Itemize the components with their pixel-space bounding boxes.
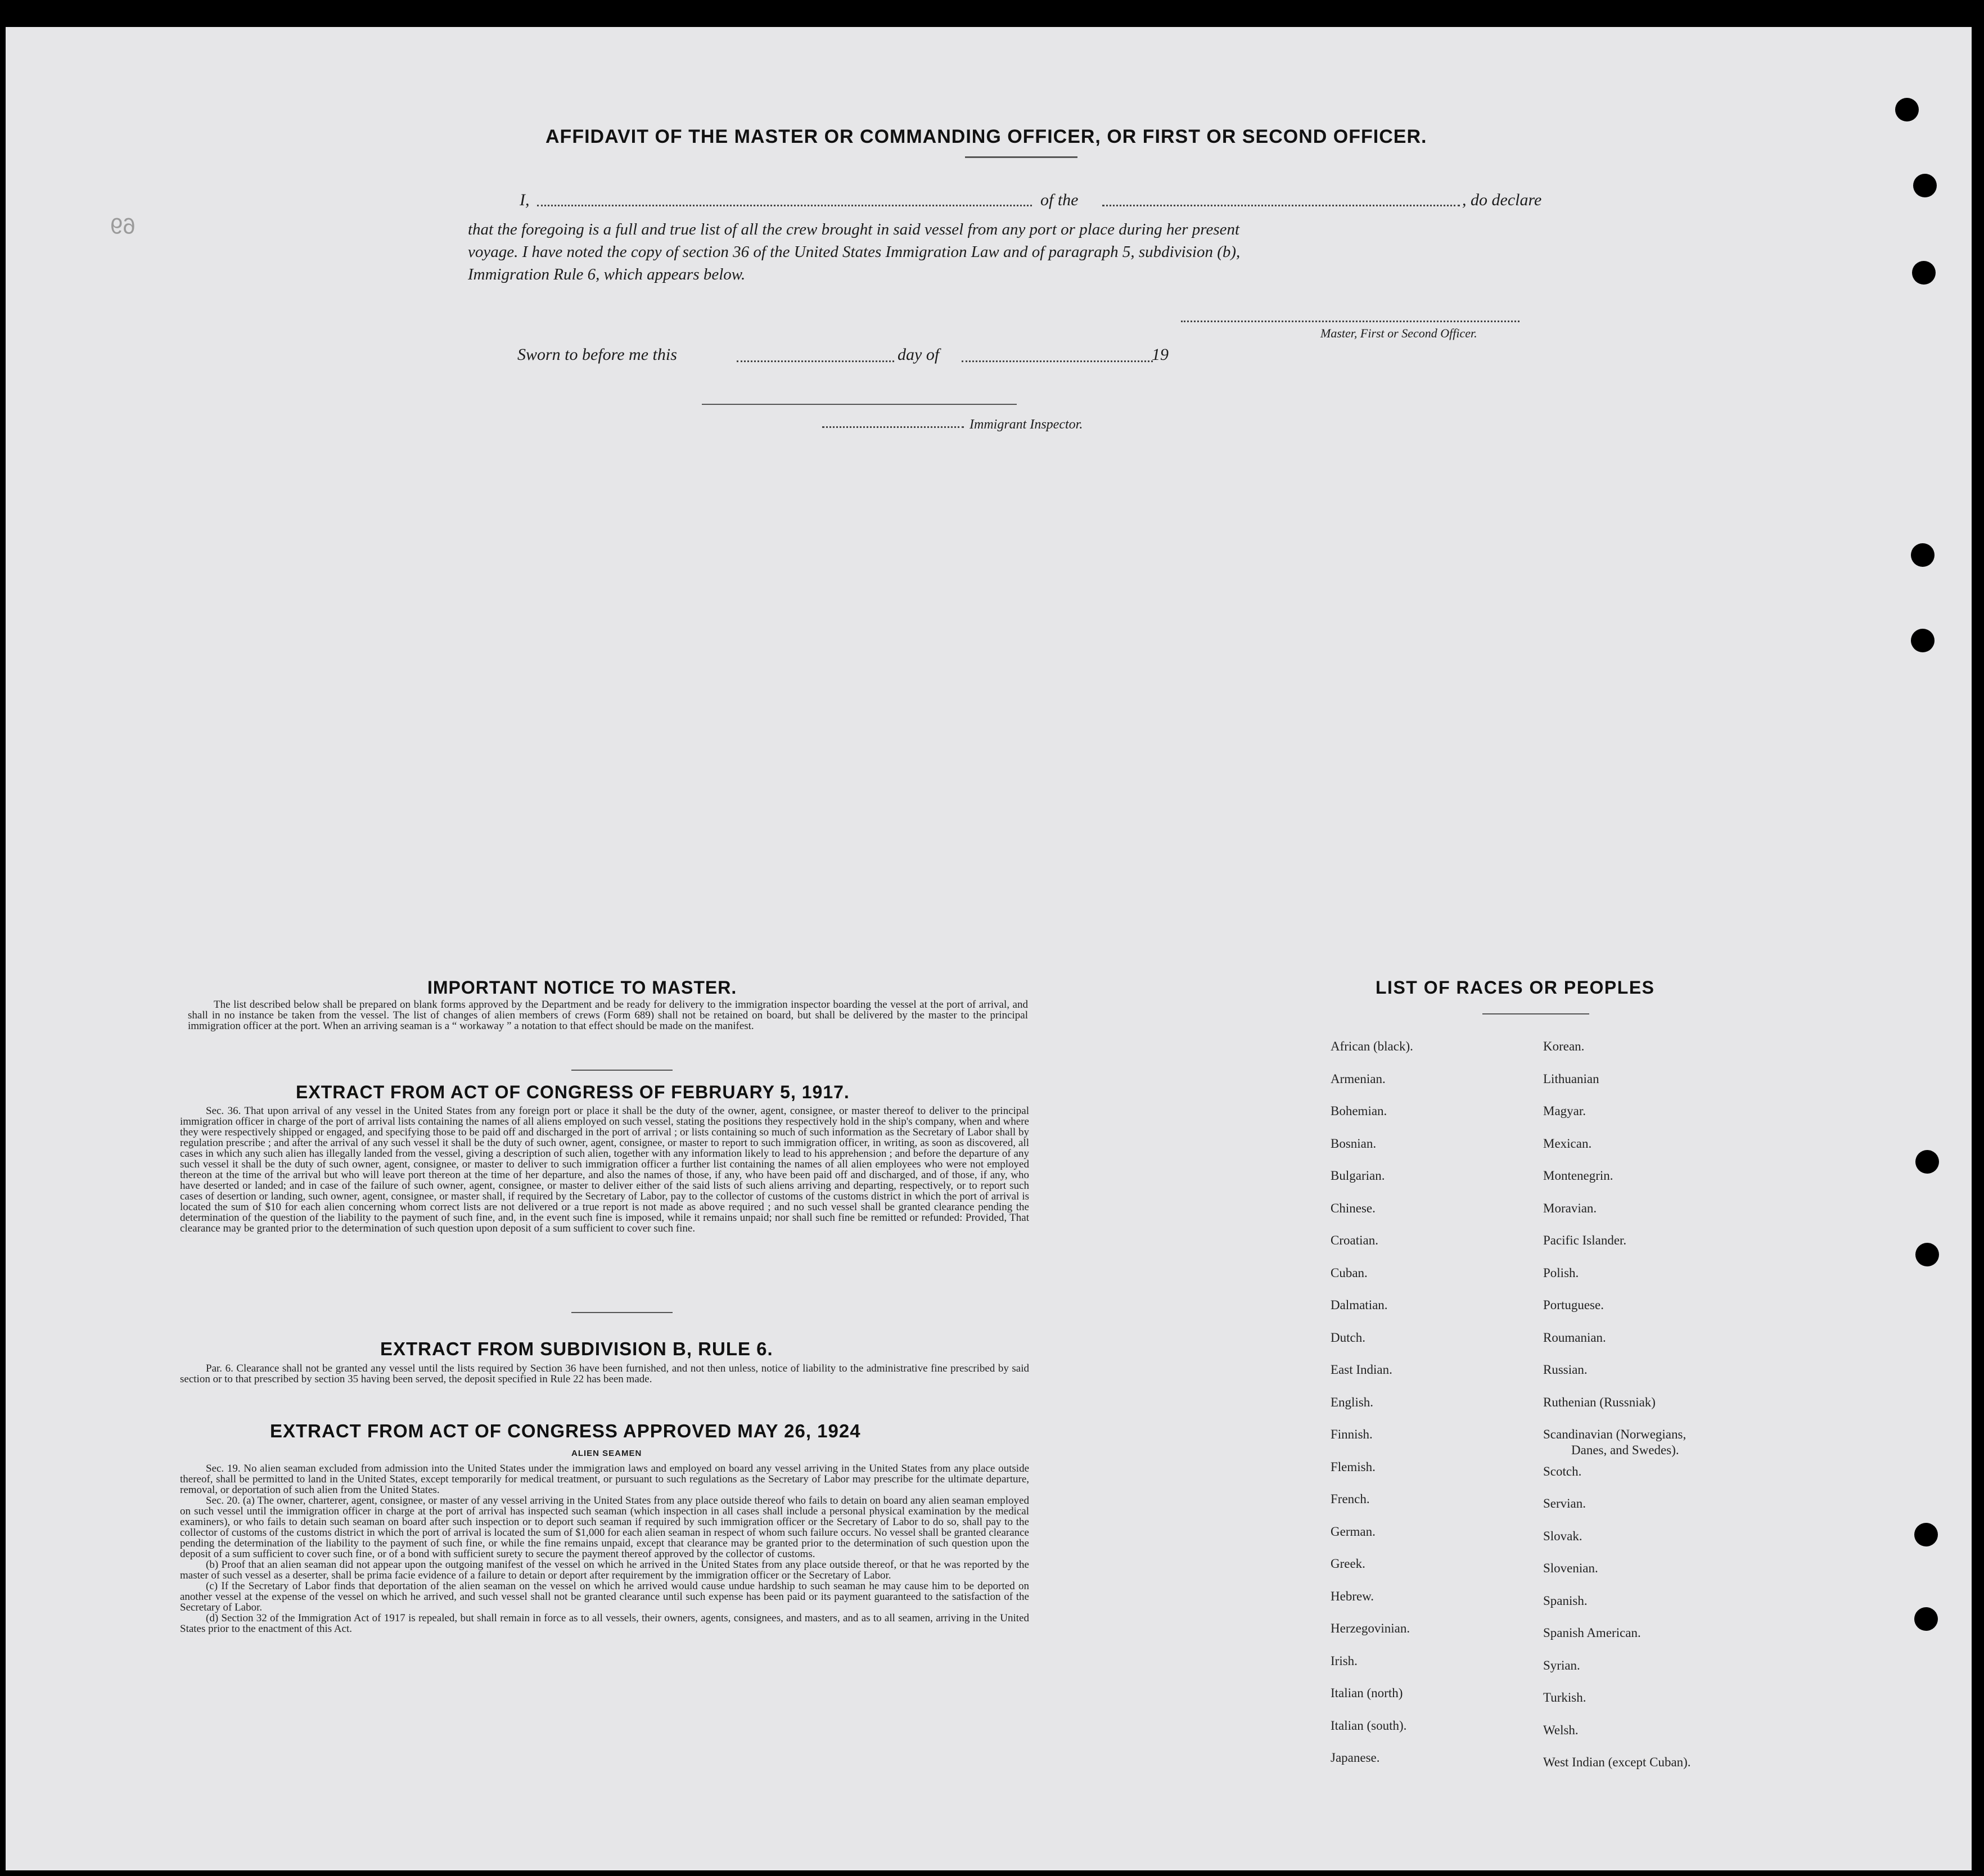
race-item: Dutch.: [1331, 1330, 1365, 1345]
sec19-paragraph: Sec. 19. No alien seaman excluded from admission into the United States under the immigration laws and employed on board any vessel arriving in the United States from any place outside thereof, shall be permitted to land in the United States, except temporarily for medical treatment, or pursuant to such regulations as the Secretary of Labor may prescribe for the ultimate departure, removal, or deportation of such alien from the United States.: [180, 1463, 1029, 1496]
race-item: Korean.: [1543, 1039, 1585, 1053]
race-item: Roumanian.: [1543, 1330, 1606, 1345]
race-item: Lithuanian: [1543, 1071, 1599, 1086]
race-item: Greek.: [1331, 1557, 1365, 1571]
inspector-name-line: [822, 426, 964, 428]
race-item: French.: [1331, 1492, 1370, 1506]
rule6-paragraph: Par. 6. Clearance shall not be granted any vessel until the lists required by Section 36 have been furnished, and not then unless, notice of liability to the administrative fine prescribed by said section or to that prescribed by section 35 having been served, the deposit specified in Rule 22 has been made.: [180, 1363, 1029, 1385]
vessel-blank: [1102, 205, 1460, 206]
notice-text: [188, 999, 1028, 1031]
sworn-year: 19: [1152, 345, 1169, 364]
race-item: Croatian.: [1331, 1233, 1378, 1247]
race-item: Cuban.: [1331, 1265, 1368, 1280]
rule6-text: [180, 1363, 1029, 1385]
affidavit-body-line: voyage. I have noted the copy of section 36 of the United States Immigration Law and of paragraph 5, subdivision (b),: [468, 243, 1241, 261]
punch-hole: [1911, 629, 1935, 652]
race-item: Bosnian.: [1331, 1136, 1377, 1151]
race-item: Scotch.: [1543, 1464, 1582, 1478]
signature-label: Master, First or Second Officer.: [1320, 326, 1477, 340]
race-item: Slovak.: [1543, 1528, 1582, 1543]
sec20a-paragraph: Sec. 20. (a) The owner, charterer, agent, consignee, or master of any vessel arriving in the United States from any place outside thereof who fails to detain on board any alien seaman employed on such vessel until the immigration officer in charge at the port of arrival has inspected such seaman (which inspection in all cases shall include a personal physical examination by the medical examiners), or who fails to detain such seaman on board after such inspection or to deport such seaman if required by such immigration officer or the Secretary of Labor to do so, shall pay to the collector of customs of the customs district in which the port of arrival is located the sum of $1,000 for each alien seaman in respect of whom such failure occurs. No vessel shall be granted clearance pending the determination of the liability to the payment of such fine, or while the fine remains unpaid, except that clearance may be granted prior to the determination of such question upon the deposit of a sum sufficient to cover such fine, or of a bond with sufficient surety to secure the payment thereof approved by the collector of customs.: [180, 1495, 1029, 1560]
month-blank: [962, 360, 1153, 362]
race-item: Magyar.: [1543, 1104, 1586, 1118]
sec20c-paragraph: (c) If the Secretary of Labor finds that deportation of the alien seaman on the vessel on which he arrived would cause undue hardship to such seaman he may cause him to be deported on another vessel at the expense of the vessel on which he arrived, and such vessel shall not be granted clearance until such expense has been paid or its payment guaranteed to the satisfaction of the Secretary of Labor.: [180, 1580, 1029, 1613]
race-item: Italian (south).: [1331, 1718, 1407, 1733]
declare-i: I,: [520, 191, 530, 209]
punch-hole: [1911, 543, 1935, 567]
race-item: Turkish.: [1543, 1690, 1586, 1704]
sec20b-paragraph: (b) Proof that an alien seaman did not appear upon the outgoing manifest of the vessel on which he arrived in the United States from any place outside thereof, or that he was reported by the master of such vessel as a deserter, shall be prima facie evidence of a failure to detain or deport after requirement by the immigration officer or the Secretary of Labor.: [180, 1559, 1029, 1581]
race-item: African (black).: [1331, 1039, 1413, 1053]
race-item: Irish.: [1331, 1653, 1358, 1668]
punch-hole: [1895, 98, 1919, 121]
race-item: Ruthenian (Russniak): [1543, 1395, 1656, 1409]
sworn-day-of: day of: [898, 345, 940, 364]
race-item: Polish.: [1543, 1265, 1579, 1280]
race-item: Moravian.: [1543, 1201, 1597, 1215]
punch-hole: [1913, 174, 1937, 197]
title-underline: [965, 156, 1077, 158]
rule6-title: EXTRACT FROM SUBDIVISION B, RULE 6.: [380, 1338, 773, 1359]
race-item: Hebrew.: [1331, 1589, 1374, 1603]
extract-1924-text: [180, 1463, 1029, 1634]
inspector-signature-line: [702, 404, 1017, 405]
extract-1917-paragraph: Sec. 36. That upon arrival of any vessel in the United States from any foreign port or place it shall be the duty of the owner, agent, consignee, or master thereof to deliver to the principal immigration officer in charge of the port of arrival lists containing the names of all aliens employed on such vessel, stating the positions they respectively hold in the ship's company, when and where they were respectively shipped or engaged, and specifying those to be paid off and discharged in the port of arrival ; or lists containing so much of such information as the Secretary of Labor shall by regulation prescribe ; and after the arrival of any such vessel it shall be the duty of such owner, agent, consignee, or master to report to such immigration officer, in writing, as soon as discovered, all cases in which any such alien has illegally landed from the vessel, giving a description of such alien, together with any information likely to lead to his apprehension ; and before the departure of any such vessel it shall be the duty of such owner, agent, consignee, or master to deliver to such immigration officer a further list containing the names of all alien employees who were not employed thereon at the time of the arrival but who will leave port thereon at the time of her departure, and also the names of those, if any, who have been paid off and discharged, and of those, if any, who have deserted or landed; and in case of the failure of such owner, agent, consignee, or master to deliver either of the said lists of such aliens arriving and departing, respectively, or to report such cases of desertion or landing, such owner, agent, consignee, or master shall, if required by the Secretary of Labor, pay to the collector of customs of the customs district in which the port of arrival is located the sum of $10 for each alien concerning whom correct lists are not delivered or a true report is not made as above required ; and no such vessel shall be granted clearance pending the determination of the question of the liability to the payment of such fine, and, in the event such fine is imposed, while it remains unpaid; nor shall such fine be remitted or refunded: Provided, That clearance may be granted prior to the determination of such question upon deposit of a sum sufficient to cover such fine.: [180, 1105, 1029, 1234]
declare-of-the: of the: [1040, 191, 1079, 209]
day-blank: [737, 360, 894, 362]
name-blank: [537, 205, 1032, 206]
punch-hole: [1915, 1150, 1939, 1174]
race-item: Chinese.: [1331, 1201, 1376, 1215]
race-item: Herzegovinian.: [1331, 1621, 1410, 1635]
race-item: Spanish.: [1543, 1593, 1588, 1608]
race-item: West Indian (except Cuban).: [1543, 1755, 1691, 1769]
document-page: [6, 27, 1972, 1870]
race-item: Spanish American.: [1543, 1626, 1641, 1640]
race-item: Mexican.: [1543, 1136, 1592, 1151]
section-divider: [571, 1312, 673, 1313]
sworn-prefix: Sworn to before me this: [517, 345, 677, 364]
race-item: Dalmatian.: [1331, 1298, 1388, 1312]
races-title-underline: [1482, 1013, 1589, 1014]
notice-title: IMPORTANT NOTICE TO MASTER.: [427, 977, 737, 998]
signature-line: [1181, 321, 1519, 322]
sec20d-paragraph: (d) Section 32 of the Immigration Act of 1917 is repealed, but shall remain in force as to all vessels, their owners, agents, consignees, and masters, and as to all seamen, arriving in the United States prior to the enactment of this Act.: [180, 1612, 1029, 1635]
race-item: Pacific Islander.: [1543, 1233, 1627, 1247]
race-item: Bulgarian.: [1331, 1169, 1385, 1183]
race-item: English.: [1331, 1395, 1374, 1409]
punch-hole: [1915, 1243, 1939, 1266]
extract-1924-subtitle: ALIEN SEAMEN: [571, 1449, 642, 1458]
race-item: Servian.: [1543, 1496, 1586, 1510]
extract-1917-text: [180, 1106, 1029, 1234]
section-divider: [571, 1070, 673, 1071]
race-item: Armenian.: [1331, 1071, 1386, 1086]
race-item: Bohemian.: [1331, 1104, 1387, 1118]
race-item: Welsh.: [1543, 1722, 1579, 1737]
affidavit-body-line: Immigration Rule 6, which appears below.: [468, 265, 746, 283]
punch-hole: [1914, 1523, 1938, 1546]
race-item: Italian (north): [1331, 1686, 1403, 1700]
race-item: Slovenian.: [1543, 1561, 1598, 1575]
race-item: Danes, and Swedes).: [1571, 1443, 1679, 1457]
margin-mark: 69: [110, 213, 136, 238]
race-item: Russian.: [1543, 1363, 1588, 1377]
extract-1917-title: EXTRACT FROM ACT OF CONGRESS OF FEBRUARY 5, 1917.: [296, 1082, 850, 1102]
race-item: German.: [1331, 1524, 1376, 1539]
race-item: Montenegrin.: [1543, 1169, 1613, 1183]
race-item: Syrian.: [1543, 1658, 1580, 1672]
punch-hole: [1914, 1607, 1938, 1631]
declare-tail: , do declare: [1462, 191, 1542, 209]
races-title: LIST OF RACES OR PEOPLES: [1376, 977, 1655, 998]
punch-hole: [1912, 261, 1936, 285]
race-item: Scandinavian (Norwegians,: [1543, 1427, 1687, 1441]
inspector-label: Immigrant Inspector.: [970, 417, 1083, 432]
notice-paragraph: The list described below shall be prepared on blank forms approved by the Department and be ready for delivery to the immigration inspector boarding the vessel at the port of arrival, and shall in no instance be taken from the vessel. The list of changes of alien members of crews (Form 689) shall not be retained on board, but shall be delivered by the master to the principal immigration officer at the port. When an arriving seaman is a “ workaway ” a notation to that effect should be made on the manifest.: [188, 999, 1028, 1032]
race-item: Japanese.: [1331, 1751, 1380, 1765]
race-item: Finnish.: [1331, 1427, 1373, 1441]
race-item: Flemish.: [1331, 1459, 1376, 1474]
affidavit-body-line: that the foregoing is a full and true list of all the crew brought in said vessel from any port or place during her present: [468, 220, 1240, 238]
race-item: East Indian.: [1331, 1363, 1392, 1377]
extract-1924-title: EXTRACT FROM ACT OF CONGRESS APPROVED MAY 26, 1924: [270, 1420, 861, 1441]
race-item: Portuguese.: [1543, 1298, 1604, 1312]
affidavit-title: AFFIDAVIT OF THE MASTER OR COMMANDING OFFICER, OR FIRST OR SECOND OFFICER.: [545, 126, 1427, 147]
